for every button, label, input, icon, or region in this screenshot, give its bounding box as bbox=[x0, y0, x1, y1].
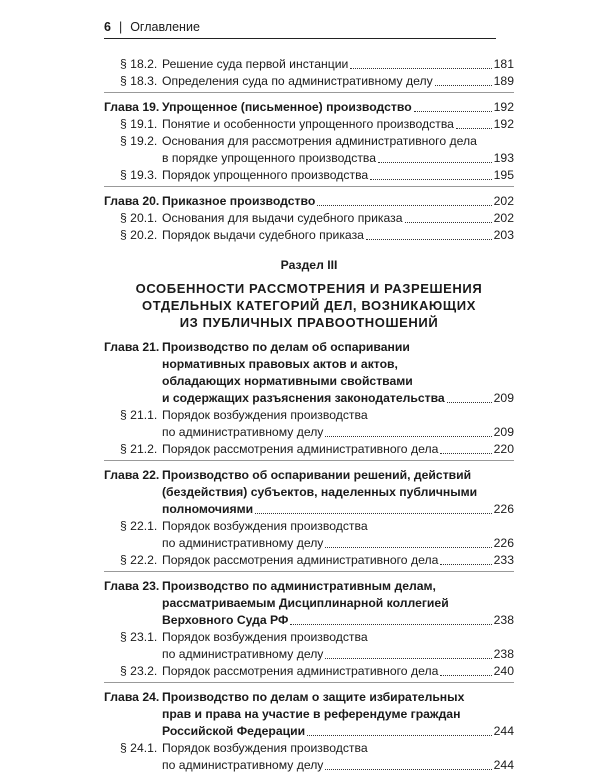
page-ref: 209 bbox=[493, 391, 514, 405]
chapter-title-line: Производство по административным делам, bbox=[162, 579, 436, 593]
toc-entry-23-1[interactable] bbox=[104, 629, 514, 663]
running-header bbox=[104, 20, 200, 34]
section-number: § 22.2. bbox=[120, 553, 158, 567]
page-ref: 203 bbox=[493, 228, 514, 242]
dot-leader bbox=[350, 68, 491, 69]
part-title-line: ОСОБЕННОСТИ РАССМОТРЕНИЯ И РАЗРЕШЕНИЯ bbox=[135, 281, 483, 296]
dot-leader bbox=[405, 222, 492, 223]
toc-entry-19-3[interactable] bbox=[104, 167, 514, 184]
chapter-number: Глава 22. bbox=[104, 468, 160, 482]
page-ref: 181 bbox=[493, 57, 514, 71]
section-title: Определения суда по административному делу bbox=[162, 74, 433, 88]
dot-leader bbox=[366, 239, 492, 240]
section-number: § 19.2. bbox=[120, 134, 158, 148]
chapter-number: Глава 20. bbox=[104, 194, 160, 208]
page-ref: 240 bbox=[493, 664, 514, 678]
dot-leader bbox=[414, 111, 492, 112]
divider bbox=[104, 92, 514, 93]
section-title: Порядок рассмотрения административного дела bbox=[162, 442, 439, 456]
dot-leader bbox=[370, 179, 491, 180]
chapter-title-line: Производство об оспаривании решений, действий bbox=[162, 468, 472, 482]
toc-chapter-19[interactable] bbox=[104, 99, 514, 116]
chapter-title-line: Производство по делам о защите избирательных bbox=[162, 690, 465, 704]
part-label: Раздел III bbox=[280, 258, 338, 272]
divider bbox=[104, 186, 514, 187]
section-title-line: Порядок возбуждения производства bbox=[162, 408, 368, 422]
section-title-line: по административному делу bbox=[162, 758, 324, 772]
page-ref: 189 bbox=[493, 74, 514, 88]
dot-leader bbox=[447, 402, 492, 403]
header-rule bbox=[104, 38, 496, 39]
section-number: § 19.1. bbox=[120, 117, 158, 131]
section-title: Порядок рассмотрения административного дела bbox=[162, 664, 439, 678]
section-title: Основания для выдачи судебного приказа bbox=[162, 211, 403, 225]
page-number: 6 bbox=[104, 20, 111, 34]
section-title: Решение суда первой инстанции bbox=[162, 57, 349, 71]
page-ref: 220 bbox=[493, 442, 514, 456]
section-number: § 21.2. bbox=[120, 442, 158, 456]
section-title-line: по административному делу bbox=[162, 647, 324, 661]
divider bbox=[104, 460, 514, 461]
page-ref: 233 bbox=[493, 553, 514, 567]
toc-chapter-20[interactable] bbox=[104, 193, 514, 210]
page-ref: 238 bbox=[493, 613, 514, 627]
chapter-title-line: рассматриваемым Дисциплинарной коллегией bbox=[162, 596, 449, 610]
page-ref: 193 bbox=[493, 151, 514, 165]
page-ref: 202 bbox=[493, 194, 514, 208]
toc-entry-22-2[interactable] bbox=[104, 552, 514, 569]
section-number: § 21.1. bbox=[120, 408, 158, 422]
dot-leader bbox=[456, 128, 492, 129]
page-ref: 195 bbox=[493, 168, 514, 182]
section-number: § 18.2. bbox=[120, 57, 158, 71]
dot-leader bbox=[378, 162, 492, 163]
section-number: § 22.1. bbox=[120, 519, 158, 533]
section-title-line: Основания для рассмотрения административного дела bbox=[162, 134, 477, 148]
toc-chapter-23[interactable] bbox=[104, 578, 514, 629]
dot-leader bbox=[325, 769, 491, 770]
chapter-number: Глава 23. bbox=[104, 579, 160, 593]
page-ref: 192 bbox=[493, 117, 514, 131]
chapter-title-line: полномочиями bbox=[162, 502, 254, 516]
dot-leader bbox=[440, 564, 491, 565]
dot-leader bbox=[325, 658, 491, 659]
section-title-line: по административному делу bbox=[162, 425, 324, 439]
chapter-title-line: прав и права на участие в референдуме граждан bbox=[162, 707, 461, 721]
toc-entry-22-1[interactable] bbox=[104, 518, 514, 552]
chapter-title-line: нормативных правовых актов и актов, bbox=[162, 357, 398, 371]
table-of-contents bbox=[104, 56, 514, 774]
header-title: Оглавление bbox=[130, 20, 200, 34]
section-title-line: по административному делу bbox=[162, 536, 324, 550]
section-number: § 20.1. bbox=[120, 211, 158, 225]
toc-entry-20-1[interactable] bbox=[104, 210, 514, 227]
chapter-title-line: Производство по делам об оспаривании bbox=[162, 340, 410, 354]
chapter-title-line: Российской Федерации bbox=[162, 724, 306, 738]
page-ref: 209 bbox=[493, 425, 514, 439]
dot-leader bbox=[325, 436, 491, 437]
chapter-title-line: (бездействия) субъектов, наделенных публичными bbox=[162, 485, 478, 499]
section-number: § 19.3. bbox=[120, 168, 158, 182]
section-title: Порядок выдачи судебного приказа bbox=[162, 228, 364, 242]
dot-leader bbox=[317, 205, 491, 206]
divider bbox=[104, 682, 514, 683]
part-title-line: ИЗ ПУБЛИЧНЫХ ПРАВООТНОШЕНИЙ bbox=[179, 315, 439, 330]
chapter-title: Приказное производство bbox=[162, 194, 316, 208]
section-title: Порядок рассмотрения административного дела bbox=[162, 553, 439, 567]
toc-entry-18-2[interactable] bbox=[104, 56, 514, 73]
toc-entry-21-2[interactable] bbox=[104, 441, 514, 458]
chapter-number: Глава 24. bbox=[104, 690, 160, 704]
section-title-line: Порядок возбуждения производства bbox=[162, 630, 368, 644]
dot-leader bbox=[440, 675, 491, 676]
toc-chapter-24[interactable] bbox=[104, 689, 514, 740]
section-number: § 18.3. bbox=[120, 74, 158, 88]
toc-entry-21-1[interactable] bbox=[104, 407, 514, 441]
page-ref: 226 bbox=[493, 502, 514, 516]
part-heading bbox=[104, 258, 514, 331]
header-separator: | bbox=[118, 20, 123, 34]
section-number: § 24.1. bbox=[120, 741, 158, 755]
chapter-title: Упрощенное (письменное) производство bbox=[162, 100, 412, 114]
section-title: Понятие и особенности упрощенного производства bbox=[162, 117, 454, 131]
section-number: § 23.1. bbox=[120, 630, 158, 644]
toc-chapter-21[interactable] bbox=[104, 339, 514, 407]
dot-leader bbox=[290, 624, 491, 625]
dot-leader bbox=[325, 547, 491, 548]
dot-leader bbox=[440, 453, 491, 454]
toc-chapter-22[interactable] bbox=[104, 467, 514, 518]
part-title-line: ОТДЕЛЬНЫХ КАТЕГОРИЙ ДЕЛ, ВОЗНИКАЮЩИХ bbox=[141, 298, 476, 313]
chapter-title-line: обладающих нормативными свойствами bbox=[162, 374, 413, 388]
dot-leader bbox=[255, 513, 492, 514]
section-title-line: Порядок возбуждения производства bbox=[162, 741, 368, 755]
chapter-number: Глава 19. bbox=[104, 100, 160, 114]
chapter-title-line: Верховного Суда РФ bbox=[162, 613, 289, 627]
section-number: § 20.2. bbox=[120, 228, 158, 242]
toc-entry-18-3[interactable] bbox=[104, 73, 514, 90]
toc-entry-23-2[interactable] bbox=[104, 663, 514, 680]
dot-leader bbox=[435, 85, 492, 86]
toc-entry-19-2[interactable] bbox=[104, 133, 514, 167]
page-ref: 202 bbox=[493, 211, 514, 225]
page-ref: 226 bbox=[493, 536, 514, 550]
chapter-number: Глава 21. bbox=[104, 340, 160, 354]
section-title: Порядок упрощенного производства bbox=[162, 168, 369, 182]
page-ref: 244 bbox=[493, 758, 514, 772]
toc-entry-20-2[interactable] bbox=[104, 227, 514, 244]
page-ref: 192 bbox=[493, 100, 514, 114]
toc-entry-19-1[interactable] bbox=[104, 116, 514, 133]
page-ref: 238 bbox=[493, 647, 514, 661]
toc-entry-24-1[interactable] bbox=[104, 740, 514, 774]
section-title-line: Порядок возбуждения производства bbox=[162, 519, 368, 533]
section-number: § 23.2. bbox=[120, 664, 158, 678]
page-ref: 244 bbox=[493, 724, 514, 738]
chapter-title-line: и содержащих разъяснения законодательства bbox=[162, 391, 445, 405]
dot-leader bbox=[307, 735, 492, 736]
divider bbox=[104, 571, 514, 572]
section-title-line: в порядке упрощенного производства bbox=[162, 151, 377, 165]
